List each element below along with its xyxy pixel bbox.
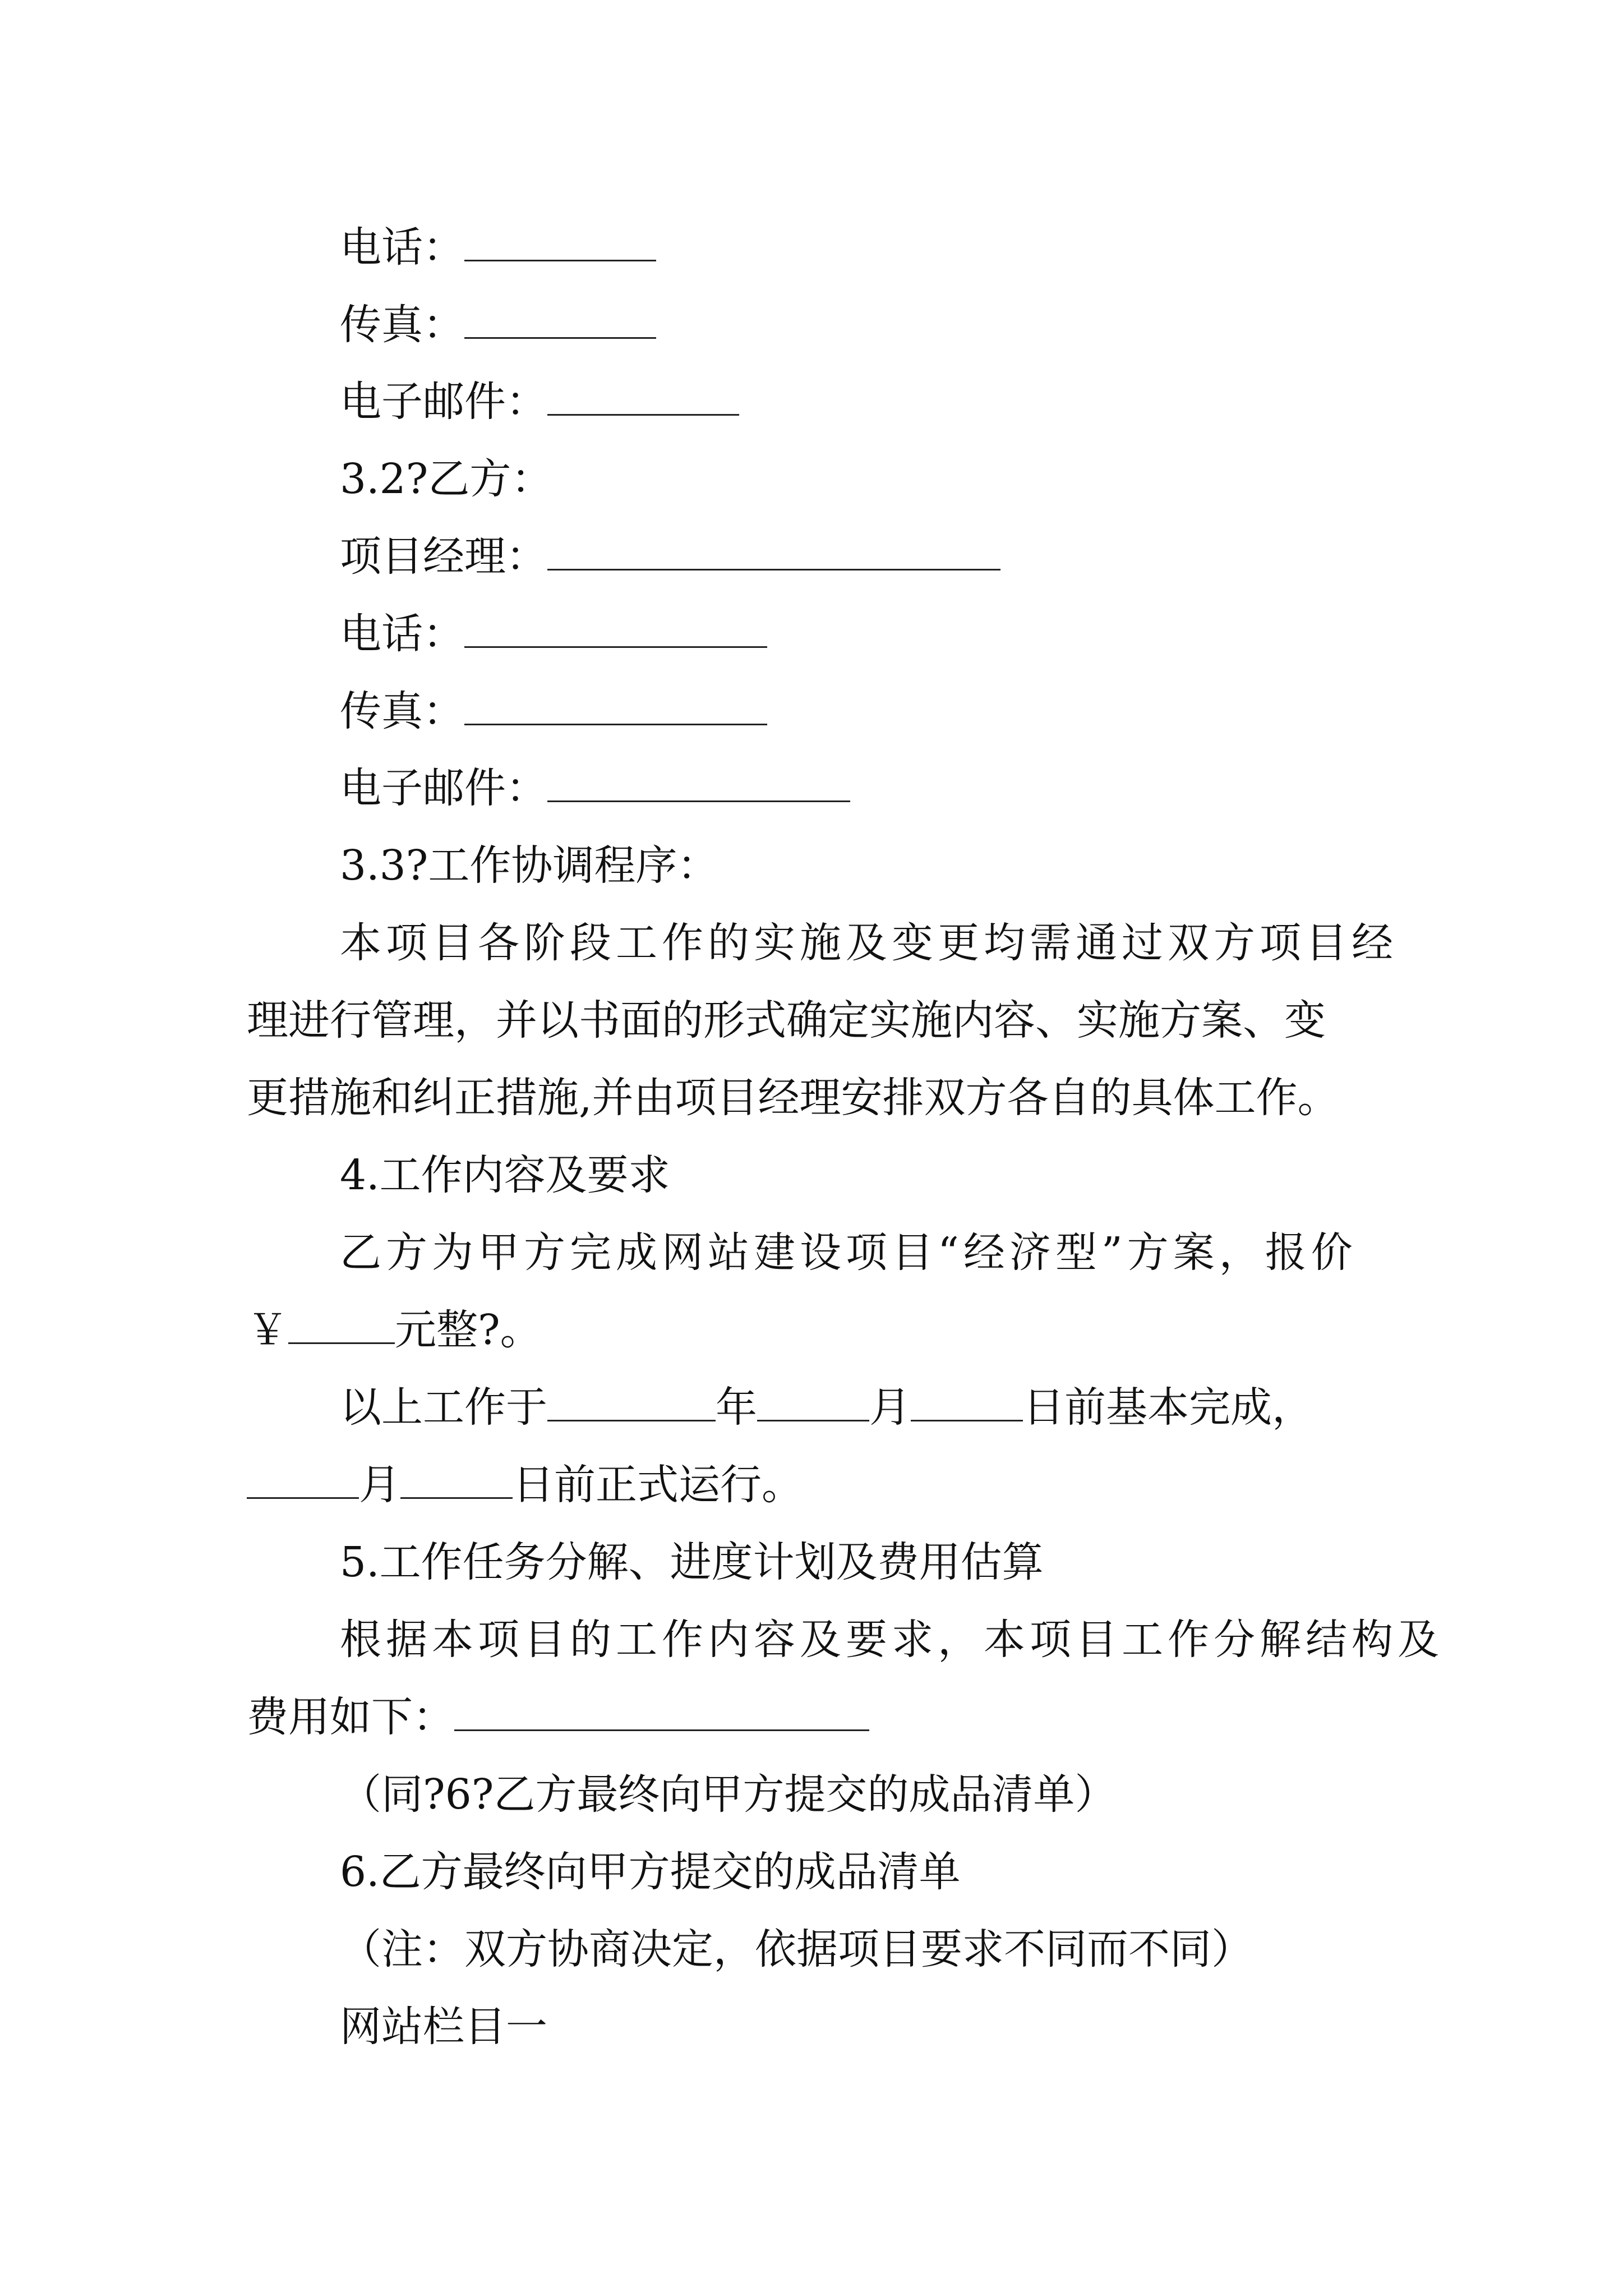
phone-label: 电话：: [340, 223, 464, 272]
party-a-email-line: [340, 378, 739, 426]
day2-blank: [400, 1465, 513, 1499]
email-label: 电子邮件：: [340, 764, 547, 812]
currency-symbol: ￥: [247, 1306, 288, 1354]
section-4-heading: 4.工作内容及要求: [340, 1151, 670, 1199]
day-operate-label: 日前正式运行。: [513, 1461, 803, 1509]
email-label: 电子邮件：: [340, 378, 547, 426]
section-6-note: （注：双方协商决定，依据项目要求不同而不同）: [340, 1925, 1253, 1973]
section-5-line-2: [247, 1693, 869, 1741]
section-5-line-1: 根据本项目的工作内容及要求，本项目工作分解结构及: [340, 1616, 1444, 1664]
month-label: 月: [869, 1383, 911, 1432]
year-blank: [547, 1387, 716, 1421]
phone-blank: [464, 227, 656, 261]
section-5-heading: 5.工作任务分解、进度计划及费用估算: [340, 1538, 1044, 1586]
section-4-operation-line: [247, 1461, 803, 1509]
section-4-schedule-line: [340, 1383, 1313, 1432]
section-6-item-1: 网站栏目一: [340, 2003, 547, 2051]
amount-blank: [288, 1310, 395, 1344]
section-3-3-paragraph-line-3: 更措施和纠正措施,并由项目经理安排双方各自的具体工作。: [247, 1074, 1339, 1122]
fax-blank: [464, 305, 656, 339]
year-label: 年: [716, 1383, 757, 1432]
month-blank: [757, 1387, 869, 1421]
amount-suffix: 元整?。: [395, 1306, 542, 1354]
day-complete-label: 日前基本完成，: [1023, 1383, 1313, 1432]
schedule-prefix: 以上工作于: [340, 1383, 547, 1432]
party-b-fax-line: [340, 687, 767, 735]
party-b-email-line: [340, 764, 850, 812]
fax-label: 传真：: [340, 301, 464, 349]
section-6-heading: 6.乙方最终向甲方提交的成品清单: [340, 1848, 961, 1896]
fax-blank: [464, 691, 767, 725]
party-b-phone-line: [340, 610, 767, 658]
section-3-3-paragraph-line-1: 本项目各阶段工作的实施及变更均需通过双方项目经: [340, 919, 1398, 967]
email-blank: [547, 381, 739, 416]
cost-label: 费用如下：: [247, 1693, 454, 1741]
party-a-fax-line: [340, 301, 656, 349]
email-blank: [547, 768, 850, 802]
phone-blank: [464, 614, 767, 648]
section-4-price-line: [247, 1306, 542, 1354]
fax-label: 传真：: [340, 687, 464, 735]
section-4-line-1: 乙方为甲方完成网站建设项目“经济型”方案，报价: [340, 1228, 1357, 1277]
section-3-3-paragraph-line-2: 理进行管理，并以书面的形式确定实施内容、实施方案、变: [247, 996, 1326, 1045]
section-3-3-heading: 3.3?工作协调程序：: [340, 841, 719, 890]
manager-blank: [547, 536, 1000, 570]
party-b-manager-line: [340, 532, 1000, 581]
month2-label: 月: [359, 1461, 400, 1509]
manager-label: 项目经理：: [340, 532, 547, 581]
section-3-2-heading: 3.2?乙方：: [340, 455, 553, 503]
party-a-phone-line: [340, 223, 656, 272]
section-5-note: （同?6?乙方最终向甲方提交的成品清单）: [340, 1770, 1117, 1819]
phone-label: 电话：: [340, 610, 464, 658]
month2-blank: [247, 1465, 359, 1499]
cost-blank: [454, 1697, 869, 1731]
day-blank: [911, 1387, 1023, 1421]
